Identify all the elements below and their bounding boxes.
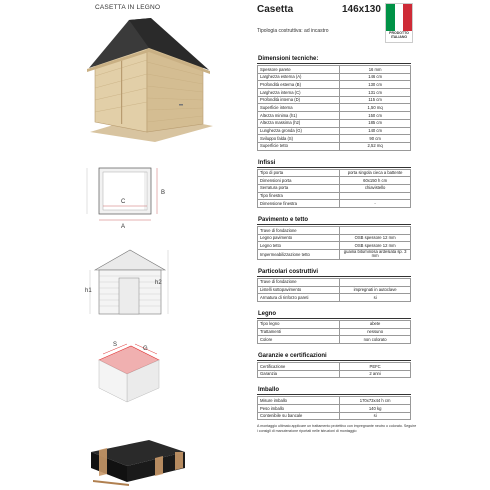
spec-value: OSB spessore 12 mm [340, 234, 411, 242]
spec-label: Serratura porta [258, 184, 340, 192]
spec-table [257, 362, 411, 378]
plan-label-a: A [121, 224, 126, 230]
spec-value: 1,50 mq [340, 104, 411, 112]
spec-value: PEFC [340, 363, 411, 371]
elevation-label-h2: h2 [155, 280, 162, 286]
spec-value: abete [340, 320, 411, 328]
spec-row [258, 242, 411, 250]
spec-row [258, 320, 411, 328]
spec-label: Armatura di rinforzo pareti [258, 294, 340, 302]
spec-label: Larghezza esterna (A) [258, 73, 340, 81]
spec-label: Tipo finestra [258, 192, 340, 200]
roof-drawing [85, 330, 175, 410]
spec-label: Trave di fondazione [258, 227, 340, 235]
spec-row [258, 142, 411, 150]
spec-value: guaina bituminosa ardesiata sp. 3 mm [340, 250, 411, 260]
flag-caption: PRODOTTO ITALIANO [389, 31, 409, 39]
spec-value [340, 192, 411, 200]
spec-value: OSB spessore 12 mm [340, 242, 411, 250]
spec-value: - [340, 200, 411, 208]
elevation-label-h1: h1 [85, 288, 92, 294]
spec-row [258, 73, 411, 81]
spec-label: Trattamenti [258, 328, 340, 336]
spec-label: Legno tetto [258, 242, 340, 250]
spec-label: Tipo di porta [258, 169, 340, 177]
spec-label: Legno pavimento [258, 234, 340, 242]
spec-label: Altezza minima (h1) [258, 112, 340, 120]
spec-row [258, 200, 411, 208]
spec-row [258, 294, 411, 302]
spec-value: non colorato [340, 336, 411, 344]
spec-value: 150 cm [340, 112, 411, 120]
spec-label: Impermeabilizzazione tetto [258, 250, 340, 260]
spec-row [258, 250, 411, 260]
spec-value: si [340, 412, 411, 420]
spec-row [258, 104, 411, 112]
spec-row [258, 397, 411, 405]
spec-value: 170x73x44 h cm [340, 397, 411, 405]
spec-label: Altezza massima (h2) [258, 119, 340, 127]
plan-label-b: B [161, 190, 166, 196]
section-title: Legno [257, 311, 411, 319]
spec-section [257, 311, 411, 353]
spec-value: 2 anni [340, 370, 411, 378]
spec-label: Lunghezza gronda (G) [258, 127, 340, 135]
elevation-drawing [85, 240, 175, 322]
spec-row [258, 119, 411, 127]
section-title: Dimensioni tecniche: [257, 56, 411, 64]
spec-value: 115 cm [340, 96, 411, 104]
spec-value: 90 cm [340, 135, 411, 143]
spec-row [258, 177, 411, 185]
spec-label: Misure imballo [258, 397, 340, 405]
spec-row [258, 66, 411, 74]
section-title: Pavimento e tetto [257, 217, 411, 225]
spec-row [258, 96, 411, 104]
spec-value: 2,52 mq [340, 142, 411, 150]
spec-label: Colore [258, 336, 340, 344]
spec-row [258, 227, 411, 235]
product-name: Casetta [257, 4, 294, 15]
spec-value: 146 cm [340, 73, 411, 81]
section-title: Infissi [257, 160, 411, 168]
spec-label: Certificazione [258, 363, 340, 371]
spec-section [257, 217, 411, 269]
spec-label: Superficie interna [258, 104, 340, 112]
roof-label-g: G [143, 346, 148, 352]
spec-label: Listelli sottopavimento [258, 286, 340, 294]
spec-label: Spessore parete [258, 66, 340, 74]
spec-row [258, 192, 411, 200]
spec-value: 130 cm [340, 81, 411, 89]
spec-value [340, 227, 411, 235]
shed-photo [85, 14, 220, 144]
spec-row [258, 412, 411, 420]
spec-row [258, 405, 411, 413]
italian-flag-icon [386, 4, 412, 31]
section-title: Particolari costruttivi [257, 269, 411, 277]
spec-value: 60x150 h cm [340, 177, 411, 185]
spec-label: Profondità interna (D) [258, 96, 340, 104]
section-title: Garanzie e certificazioni [257, 353, 411, 361]
maintenance-note: A montaggio ultimato applicare un trattamento protettivo con impregnante neutro o colorato. Seguire i consigli di manutenzione riportati nelle istruzioni di montaggio [257, 424, 417, 433]
spec-value: nessuno [340, 328, 411, 336]
spec-value: 140 kg [340, 405, 411, 413]
spec-value: 131 cm [340, 89, 411, 97]
floor-plan-drawing [85, 150, 175, 232]
spec-row [258, 278, 411, 286]
spec-row [258, 184, 411, 192]
spec-label: Dimensioni porta [258, 177, 340, 185]
spec-value: si [340, 294, 411, 302]
spec-value: 140 cm [340, 127, 411, 135]
spec-table [257, 65, 411, 151]
spec-row [258, 234, 411, 242]
spec-section [257, 387, 411, 420]
spec-row [258, 127, 411, 135]
spec-value [340, 278, 411, 286]
spec-label: Larghezza interna (C) [258, 89, 340, 97]
plan-label-c: C [121, 199, 126, 205]
spec-row [258, 370, 411, 378]
roof-label-s: S [113, 342, 118, 348]
spec-row [258, 81, 411, 89]
spec-section [257, 160, 411, 217]
spec-value: porta singola cieca a battente [340, 169, 411, 177]
spec-row [258, 112, 411, 120]
spec-label: Superficie tetto [258, 142, 340, 150]
spec-table [257, 226, 411, 260]
spec-table [257, 396, 411, 420]
spec-label: Trave di fondazione [258, 278, 340, 286]
left-title: CASETTA IN LEGNO [95, 4, 161, 11]
spec-table [257, 278, 411, 302]
spec-section [257, 269, 411, 311]
spec-label: Profondità esterna (B) [258, 81, 340, 89]
flag-stripe-red [403, 4, 412, 31]
spec-section [257, 56, 411, 160]
construction-type: Tipologia costruttiva: ad incastro [257, 28, 329, 34]
spec-label: Dimensione finestra [258, 200, 340, 208]
spec-label: Peso imballo [258, 405, 340, 413]
spec-row [258, 336, 411, 344]
spec-sections [257, 56, 411, 420]
spec-value: 16 mm [340, 66, 411, 74]
spec-value: 185 cm [340, 119, 411, 127]
spec-label: Tipo legno [258, 320, 340, 328]
spec-label: Garanzia [258, 370, 340, 378]
spec-row [258, 89, 411, 97]
spec-table [257, 320, 411, 344]
spec-row [258, 135, 411, 143]
spec-row [258, 328, 411, 336]
italian-flag-badge [385, 3, 413, 43]
spec-row [258, 286, 411, 294]
spec-section [257, 353, 411, 387]
spec-value: impregnati in autoclave [340, 286, 411, 294]
product-code: 146x130 [342, 4, 381, 15]
spec-value: chiavistello [340, 184, 411, 192]
spec-label: Sviluppo falda (S) [258, 135, 340, 143]
spec-row [258, 169, 411, 177]
spec-label: Contenibile su bancale [258, 412, 340, 420]
flag-stripe-green [386, 4, 395, 31]
spec-row [258, 363, 411, 371]
flag-stripe-white [395, 4, 404, 31]
section-title: Imballo [257, 387, 411, 395]
package-photo [85, 430, 190, 488]
spec-table [257, 169, 411, 208]
